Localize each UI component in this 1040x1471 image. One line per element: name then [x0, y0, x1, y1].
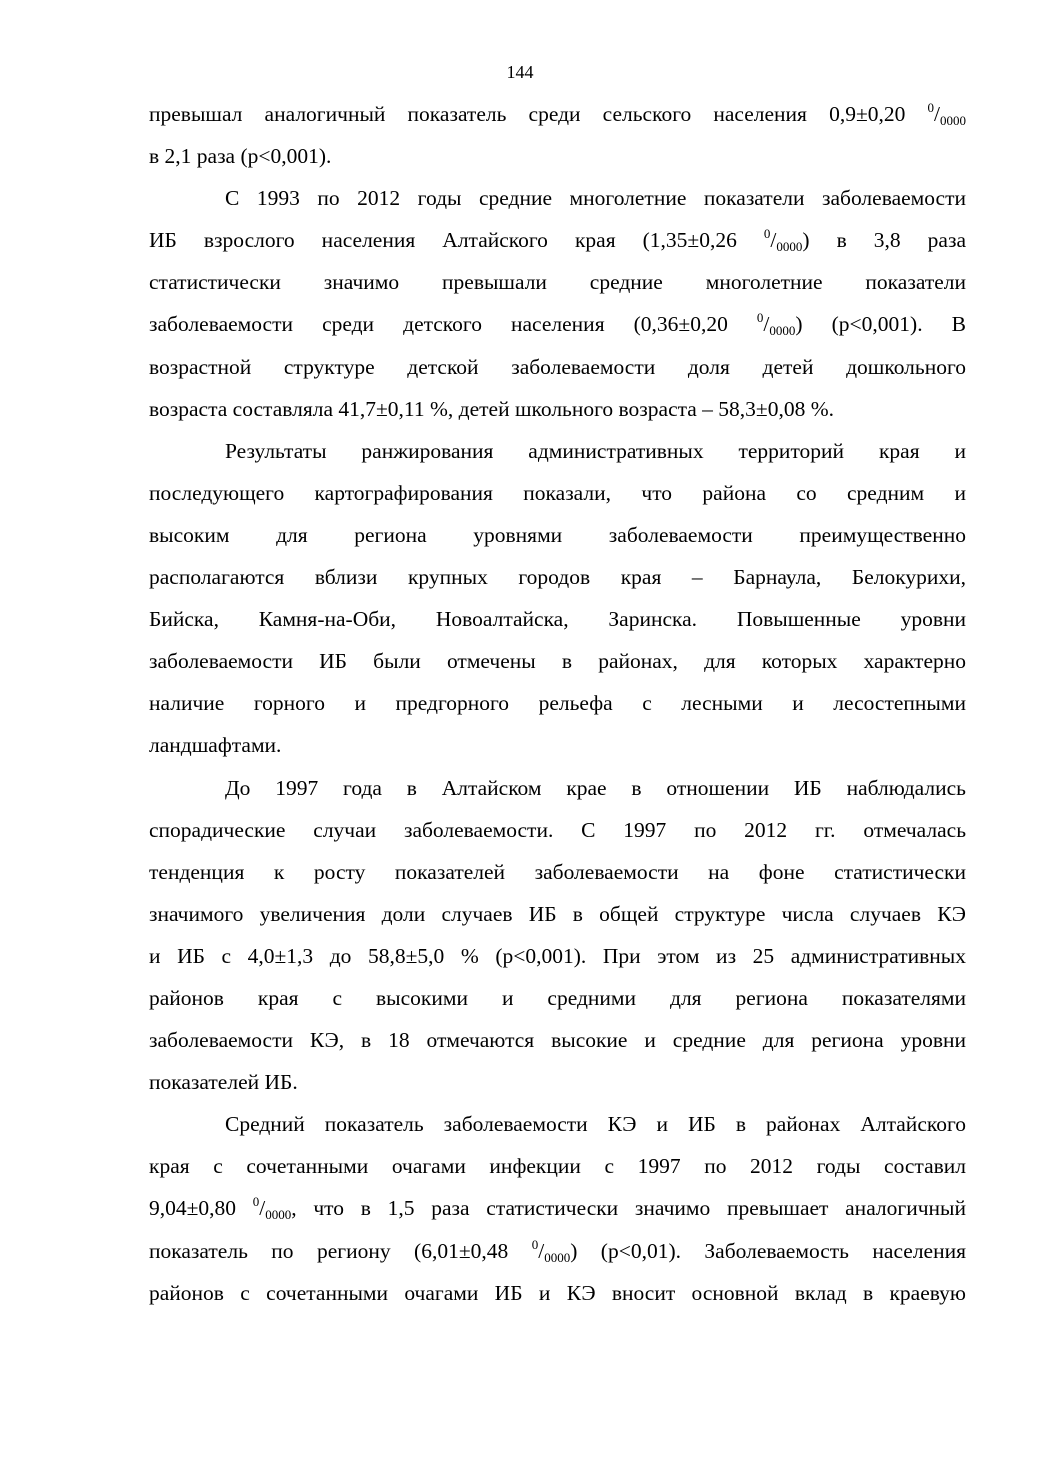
- unit-superscript: 0: [756, 310, 764, 326]
- text-line: [149, 514, 966, 556]
- text-line: [149, 640, 966, 682]
- text-segment: ИБ взрослого населения Алтайского края (1,35±0,26: [149, 228, 764, 253]
- text-line: [149, 472, 966, 514]
- text-line: [149, 809, 966, 851]
- text-line: [149, 177, 966, 219]
- text-segment: и ИБ с 4,0±1,3 до 58,8±5,0 % (p<0,001). При этом из 25 административных: [149, 943, 966, 968]
- text-segment: Результаты ранжирования административных территорий края и: [225, 438, 966, 463]
- text-line: [149, 1103, 966, 1145]
- text-line: [149, 1272, 966, 1314]
- text-line: [149, 851, 966, 893]
- text-line: [149, 135, 966, 177]
- text-line: [149, 893, 966, 935]
- text-segment: ) (p<0,001). В: [795, 312, 966, 337]
- text-segment: 9,04±0,80: [149, 1196, 253, 1221]
- text-line: [149, 1145, 966, 1187]
- text-line: [149, 1187, 966, 1229]
- text-segment: показатель по региону (6,01±0,48: [149, 1238, 532, 1263]
- text-segment: превышал аналогичный показатель среди сельского населения 0,9±0,20: [149, 102, 928, 126]
- text-line: [149, 682, 966, 724]
- unit-superscript: 0: [252, 1194, 260, 1210]
- unit-subscript: 0000: [769, 323, 796, 339]
- text-segment: заболеваемости среди детского населения (0,36±0,20: [149, 312, 757, 337]
- text-segment: спорадические случаи заболеваемости. С 1997 по 2012 гг. отмечалась: [149, 817, 966, 842]
- text-segment: Бийска, Камня-на-Оби, Новоалтайска, Заринска. Повышенные уровни: [149, 607, 966, 632]
- text-segment: До 1997 года в Алтайском крае в отношении ИБ наблюдались: [225, 775, 966, 800]
- text-segment: ) в 3,8 раза: [802, 228, 967, 253]
- text-segment: районов с сочетанными очагами ИБ и КЭ вносит основной вклад в краевую: [149, 1280, 966, 1305]
- text-line: [149, 303, 966, 345]
- text-segment: районов края с высокими и средними для региона показателями: [149, 985, 966, 1010]
- text-line: [149, 1061, 966, 1103]
- text-segment: высоким для региона уровнями заболеваемости преимущественно: [149, 522, 966, 547]
- unit-superscript: 0: [531, 1236, 539, 1252]
- text-segment: располагаются вблизи крупных городов края – Барнаула, Белокурихи,: [149, 565, 966, 590]
- text-line: [149, 724, 966, 766]
- text-line: [149, 261, 966, 303]
- text-segment: ландшафтами.: [149, 733, 282, 758]
- unit-slash: /: [934, 102, 940, 126]
- unit-superscript: 0: [763, 226, 771, 242]
- text-line: [149, 219, 966, 261]
- unit-slash: /: [770, 228, 777, 253]
- text-line: [149, 935, 966, 977]
- text-segment: наличие горного и предгорного рельефа с лесными и лесостепными: [149, 691, 966, 716]
- unit-subscript: 0000: [265, 1207, 292, 1223]
- text-segment: С 1993 по 2012 годы средние многолетние показатели заболеваемости: [225, 186, 966, 211]
- text-segment: заболеваемости КЭ, в 18 отмечаются высокие и средние для региона уровни: [149, 1028, 966, 1053]
- unit-subscript: 0000: [544, 1249, 571, 1265]
- body-text: [149, 93, 966, 1314]
- text-segment: ) (p<0,01). Заболеваемость населения: [570, 1238, 966, 1263]
- unit-slash: /: [763, 312, 770, 337]
- text-line: [149, 556, 966, 598]
- unit-slash: /: [259, 1196, 266, 1221]
- text-line: [149, 388, 966, 430]
- text-line: [149, 767, 966, 809]
- text-segment: Средний показатель заболеваемости КЭ и ИБ в районах Алтайского: [225, 1112, 966, 1137]
- text-segment: заболеваемости ИБ были отмечены в районах, для которых характерно: [149, 649, 966, 674]
- text-line: [149, 430, 966, 472]
- text-segment: статистически значимо превышали средние многолетние показатели: [149, 270, 966, 295]
- text-line: [149, 598, 966, 640]
- text-line: [149, 93, 966, 135]
- unit-slash: /: [538, 1238, 545, 1263]
- unit-subscript: 0000: [776, 239, 803, 255]
- text-segment: последующего картографирования показали, что района со средним и: [149, 480, 966, 505]
- page-number: 144: [506, 62, 534, 82]
- text-segment: возраста составляла 41,7±0,11 %, детей школьного возраста – 58,3±0,08 %.: [149, 396, 835, 421]
- text-segment: тенденция к росту показателей заболеваемости на фоне статистически: [149, 859, 966, 884]
- text-segment: показателей ИБ.: [149, 1070, 298, 1095]
- text-segment: возрастной структуре детской заболеваемости доля детей дошкольного: [149, 354, 966, 379]
- text-segment: , что в 1,5 раза статистически значимо превышает аналогичный: [291, 1196, 966, 1221]
- text-segment: в 2,1 раза (p<0,001).: [149, 144, 332, 169]
- text-line: [149, 346, 966, 388]
- text-segment: значимого увеличения доли случаев ИБ в общей структуре числа случаев КЭ: [149, 901, 966, 926]
- text-line: [149, 1019, 966, 1061]
- text-segment: края с сочетанными очагами инфекции с 1997 по 2012 годы составил: [149, 1154, 966, 1179]
- unit-subscript: 0000: [940, 113, 966, 128]
- text-line: [149, 977, 966, 1019]
- text-line: [149, 1230, 966, 1272]
- unit-superscript: 0: [927, 100, 935, 115]
